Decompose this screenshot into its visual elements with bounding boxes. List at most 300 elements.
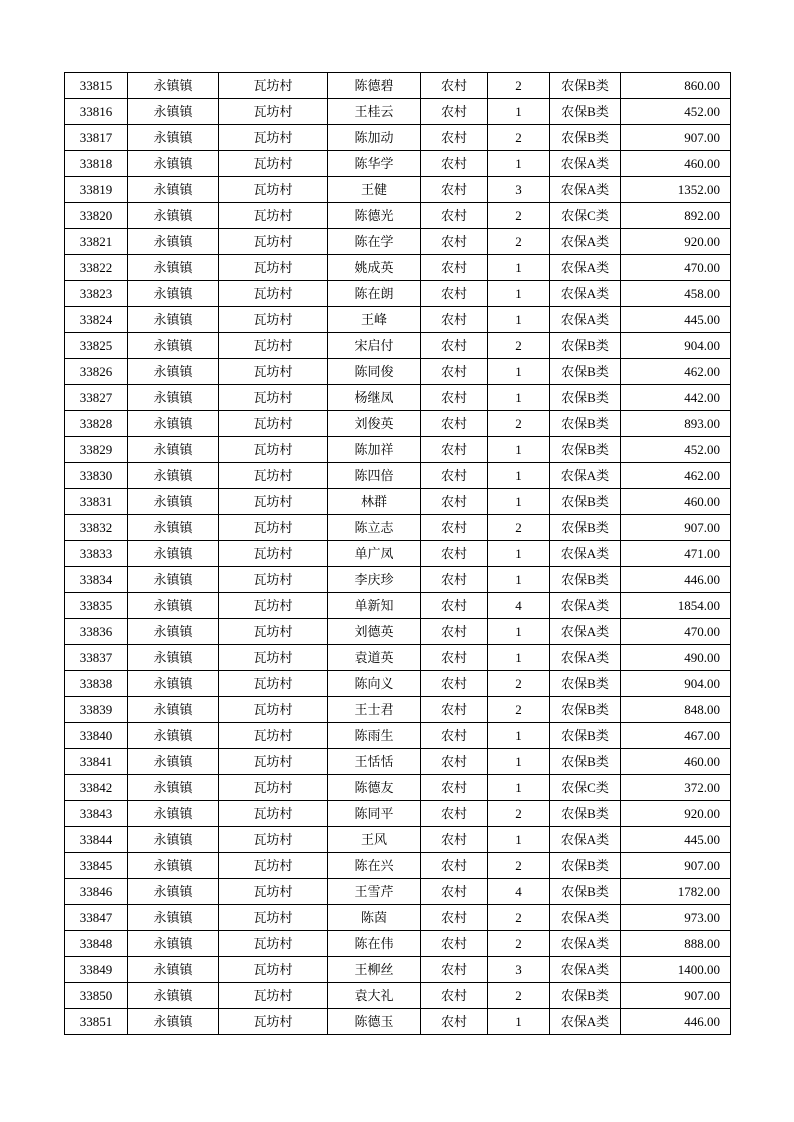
cell-id: 33827	[65, 385, 128, 411]
cell-name: 陈同平	[328, 801, 421, 827]
cell-town: 永镇镇	[128, 827, 219, 853]
cell-type: 农村	[421, 151, 488, 177]
cell-category: 农保B类	[550, 723, 621, 749]
cell-amount: 1854.00	[621, 593, 731, 619]
cell-town: 永镇镇	[128, 879, 219, 905]
cell-count: 1	[488, 281, 550, 307]
cell-type: 农村	[421, 645, 488, 671]
cell-amount: 460.00	[621, 489, 731, 515]
table-row	[65, 359, 731, 385]
table-row	[65, 151, 731, 177]
cell-id: 33819	[65, 177, 128, 203]
cell-count: 1	[488, 1009, 550, 1035]
cell-count: 2	[488, 801, 550, 827]
cell-id: 33837	[65, 645, 128, 671]
cell-category: 农保A类	[550, 619, 621, 645]
cell-category: 农保B类	[550, 333, 621, 359]
table-row	[65, 775, 731, 801]
cell-category: 农保B类	[550, 437, 621, 463]
cell-category: 农保A类	[550, 307, 621, 333]
cell-town: 永镇镇	[128, 229, 219, 255]
table-row	[65, 515, 731, 541]
cell-id: 33845	[65, 853, 128, 879]
cell-count: 1	[488, 151, 550, 177]
cell-amount: 445.00	[621, 827, 731, 853]
cell-town: 永镇镇	[128, 697, 219, 723]
table-row	[65, 619, 731, 645]
cell-amount: 470.00	[621, 255, 731, 281]
cell-name: 王柳丝	[328, 957, 421, 983]
table-row	[65, 203, 731, 229]
cell-count: 2	[488, 229, 550, 255]
cell-count: 1	[488, 619, 550, 645]
cell-id: 33826	[65, 359, 128, 385]
cell-name: 王风	[328, 827, 421, 853]
cell-village: 瓦坊村	[219, 775, 328, 801]
cell-category: 农保B类	[550, 853, 621, 879]
table-row	[65, 307, 731, 333]
cell-id: 33848	[65, 931, 128, 957]
cell-type: 农村	[421, 333, 488, 359]
cell-amount: 860.00	[621, 73, 731, 99]
cell-village: 瓦坊村	[219, 359, 328, 385]
cell-village: 瓦坊村	[219, 645, 328, 671]
cell-town: 永镇镇	[128, 515, 219, 541]
table-row	[65, 905, 731, 931]
cell-type: 农村	[421, 255, 488, 281]
cell-amount: 907.00	[621, 983, 731, 1009]
cell-name: 陈在朗	[328, 281, 421, 307]
cell-name: 李庆珍	[328, 567, 421, 593]
cell-id: 33839	[65, 697, 128, 723]
cell-amount: 1352.00	[621, 177, 731, 203]
cell-count: 1	[488, 99, 550, 125]
cell-town: 永镇镇	[128, 983, 219, 1009]
cell-type: 农村	[421, 879, 488, 905]
cell-id: 33833	[65, 541, 128, 567]
cell-count: 2	[488, 983, 550, 1009]
cell-category: 农保A类	[550, 905, 621, 931]
cell-town: 永镇镇	[128, 151, 219, 177]
cell-type: 农村	[421, 515, 488, 541]
cell-village: 瓦坊村	[219, 827, 328, 853]
cell-town: 永镇镇	[128, 307, 219, 333]
cell-amount: 471.00	[621, 541, 731, 567]
cell-town: 永镇镇	[128, 619, 219, 645]
cell-town: 永镇镇	[128, 281, 219, 307]
cell-village: 瓦坊村	[219, 333, 328, 359]
cell-village: 瓦坊村	[219, 255, 328, 281]
table-row	[65, 567, 731, 593]
cell-id: 33817	[65, 125, 128, 151]
cell-type: 农村	[421, 853, 488, 879]
table-row	[65, 827, 731, 853]
cell-category: 农保A类	[550, 645, 621, 671]
cell-count: 1	[488, 307, 550, 333]
cell-id: 33820	[65, 203, 128, 229]
cell-name: 陈德光	[328, 203, 421, 229]
cell-village: 瓦坊村	[219, 983, 328, 1009]
cell-amount: 446.00	[621, 1009, 731, 1035]
cell-name: 王桂云	[328, 99, 421, 125]
cell-category: 农保A类	[550, 1009, 621, 1035]
cell-name: 刘俊英	[328, 411, 421, 437]
cell-count: 2	[488, 931, 550, 957]
cell-id: 33840	[65, 723, 128, 749]
cell-count: 1	[488, 385, 550, 411]
cell-town: 永镇镇	[128, 593, 219, 619]
table-row	[65, 645, 731, 671]
cell-village: 瓦坊村	[219, 151, 328, 177]
cell-amount: 372.00	[621, 775, 731, 801]
cell-name: 王雪芹	[328, 879, 421, 905]
table-row	[65, 853, 731, 879]
cell-id: 33841	[65, 749, 128, 775]
cell-id: 33823	[65, 281, 128, 307]
cell-count: 1	[488, 567, 550, 593]
cell-type: 农村	[421, 463, 488, 489]
cell-count: 2	[488, 905, 550, 931]
cell-village: 瓦坊村	[219, 697, 328, 723]
cell-name: 陈向义	[328, 671, 421, 697]
table-row	[65, 671, 731, 697]
cell-count: 4	[488, 879, 550, 905]
cell-town: 永镇镇	[128, 99, 219, 125]
cell-town: 永镇镇	[128, 749, 219, 775]
cell-category: 农保B类	[550, 515, 621, 541]
cell-type: 农村	[421, 697, 488, 723]
cell-town: 永镇镇	[128, 177, 219, 203]
cell-village: 瓦坊村	[219, 541, 328, 567]
table-row	[65, 879, 731, 905]
cell-village: 瓦坊村	[219, 853, 328, 879]
cell-town: 永镇镇	[128, 671, 219, 697]
cell-name: 陈四倍	[328, 463, 421, 489]
cell-village: 瓦坊村	[219, 567, 328, 593]
cell-category: 农保C类	[550, 775, 621, 801]
cell-village: 瓦坊村	[219, 671, 328, 697]
cell-type: 农村	[421, 593, 488, 619]
cell-category: 农保A类	[550, 229, 621, 255]
cell-id: 33828	[65, 411, 128, 437]
cell-village: 瓦坊村	[219, 931, 328, 957]
cell-type: 农村	[421, 385, 488, 411]
cell-village: 瓦坊村	[219, 619, 328, 645]
cell-id: 33821	[65, 229, 128, 255]
cell-id: 33847	[65, 905, 128, 931]
cell-category: 农保A类	[550, 957, 621, 983]
cell-count: 3	[488, 957, 550, 983]
cell-name: 王峰	[328, 307, 421, 333]
cell-type: 农村	[421, 775, 488, 801]
cell-town: 永镇镇	[128, 73, 219, 99]
cell-category: 农保B类	[550, 879, 621, 905]
cell-category: 农保A类	[550, 177, 621, 203]
cell-name: 陈在伟	[328, 931, 421, 957]
cell-amount: 446.00	[621, 567, 731, 593]
cell-town: 永镇镇	[128, 723, 219, 749]
cell-category: 农保A类	[550, 255, 621, 281]
table-row	[65, 229, 731, 255]
cell-type: 农村	[421, 541, 488, 567]
cell-name: 王健	[328, 177, 421, 203]
cell-count: 2	[488, 697, 550, 723]
cell-count: 2	[488, 333, 550, 359]
cell-type: 农村	[421, 801, 488, 827]
cell-category: 农保A类	[550, 463, 621, 489]
cell-type: 农村	[421, 411, 488, 437]
cell-town: 永镇镇	[128, 775, 219, 801]
table-row	[65, 255, 731, 281]
cell-village: 瓦坊村	[219, 723, 328, 749]
cell-id: 33830	[65, 463, 128, 489]
table-row	[65, 489, 731, 515]
cell-count: 2	[488, 853, 550, 879]
table-row	[65, 801, 731, 827]
cell-amount: 452.00	[621, 437, 731, 463]
cell-village: 瓦坊村	[219, 515, 328, 541]
cell-id: 33832	[65, 515, 128, 541]
cell-id: 33815	[65, 73, 128, 99]
cell-name: 陈德友	[328, 775, 421, 801]
cell-amount: 462.00	[621, 359, 731, 385]
cell-type: 农村	[421, 931, 488, 957]
cell-town: 永镇镇	[128, 853, 219, 879]
cell-name: 陈在学	[328, 229, 421, 255]
cell-town: 永镇镇	[128, 411, 219, 437]
cell-town: 永镇镇	[128, 385, 219, 411]
cell-type: 农村	[421, 281, 488, 307]
cell-count: 1	[488, 827, 550, 853]
cell-type: 农村	[421, 437, 488, 463]
cell-town: 永镇镇	[128, 255, 219, 281]
cell-village: 瓦坊村	[219, 1009, 328, 1035]
cell-name: 刘德英	[328, 619, 421, 645]
cell-amount: 848.00	[621, 697, 731, 723]
cell-name: 陈雨生	[328, 723, 421, 749]
cell-count: 1	[488, 437, 550, 463]
cell-town: 永镇镇	[128, 801, 219, 827]
cell-town: 永镇镇	[128, 463, 219, 489]
cell-town: 永镇镇	[128, 359, 219, 385]
cell-type: 农村	[421, 203, 488, 229]
table-row	[65, 385, 731, 411]
cell-town: 永镇镇	[128, 957, 219, 983]
cell-town: 永镇镇	[128, 931, 219, 957]
cell-name: 宋启付	[328, 333, 421, 359]
cell-id: 33849	[65, 957, 128, 983]
cell-town: 永镇镇	[128, 541, 219, 567]
cell-amount: 470.00	[621, 619, 731, 645]
cell-category: 农保A类	[550, 151, 621, 177]
cell-id: 33843	[65, 801, 128, 827]
cell-category: 农保B类	[550, 671, 621, 697]
table-row	[65, 177, 731, 203]
cell-name: 王恬恬	[328, 749, 421, 775]
cell-town: 永镇镇	[128, 437, 219, 463]
cell-type: 农村	[421, 957, 488, 983]
table-row	[65, 125, 731, 151]
cell-count: 1	[488, 749, 550, 775]
cell-id: 33838	[65, 671, 128, 697]
cell-category: 农保B类	[550, 73, 621, 99]
cell-name: 袁道英	[328, 645, 421, 671]
cell-amount: 467.00	[621, 723, 731, 749]
cell-id: 33816	[65, 99, 128, 125]
cell-village: 瓦坊村	[219, 593, 328, 619]
cell-count: 2	[488, 73, 550, 99]
subsidy-table	[64, 72, 731, 1035]
cell-name: 陈在兴	[328, 853, 421, 879]
cell-amount: 920.00	[621, 229, 731, 255]
table-row	[65, 931, 731, 957]
cell-town: 永镇镇	[128, 333, 219, 359]
cell-type: 农村	[421, 489, 488, 515]
cell-count: 1	[488, 359, 550, 385]
cell-type: 农村	[421, 359, 488, 385]
cell-type: 农村	[421, 177, 488, 203]
cell-category: 农保B类	[550, 99, 621, 125]
cell-town: 永镇镇	[128, 905, 219, 931]
table-row	[65, 281, 731, 307]
cell-amount: 907.00	[621, 125, 731, 151]
cell-village: 瓦坊村	[219, 879, 328, 905]
cell-category: 农保A类	[550, 281, 621, 307]
cell-count: 3	[488, 177, 550, 203]
cell-category: 农保B类	[550, 125, 621, 151]
cell-id: 33844	[65, 827, 128, 853]
cell-amount: 893.00	[621, 411, 731, 437]
cell-village: 瓦坊村	[219, 749, 328, 775]
cell-category: 农保A类	[550, 931, 621, 957]
cell-category: 农保A类	[550, 593, 621, 619]
cell-type: 农村	[421, 73, 488, 99]
cell-type: 农村	[421, 983, 488, 1009]
cell-category: 农保B类	[550, 697, 621, 723]
cell-name: 袁大礼	[328, 983, 421, 1009]
cell-amount: 490.00	[621, 645, 731, 671]
cell-type: 农村	[421, 229, 488, 255]
cell-type: 农村	[421, 567, 488, 593]
cell-village: 瓦坊村	[219, 307, 328, 333]
cell-type: 农村	[421, 125, 488, 151]
cell-village: 瓦坊村	[219, 411, 328, 437]
cell-name: 杨继凤	[328, 385, 421, 411]
cell-name: 单新知	[328, 593, 421, 619]
cell-village: 瓦坊村	[219, 801, 328, 827]
cell-count: 1	[488, 463, 550, 489]
cell-category: 农保C类	[550, 203, 621, 229]
cell-village: 瓦坊村	[219, 489, 328, 515]
cell-name: 陈茵	[328, 905, 421, 931]
cell-id: 33831	[65, 489, 128, 515]
cell-town: 永镇镇	[128, 645, 219, 671]
table-row	[65, 723, 731, 749]
cell-name: 陈德碧	[328, 73, 421, 99]
cell-village: 瓦坊村	[219, 463, 328, 489]
table-row	[65, 749, 731, 775]
cell-town: 永镇镇	[128, 125, 219, 151]
table-row	[65, 99, 731, 125]
cell-count: 2	[488, 203, 550, 229]
table-row	[65, 333, 731, 359]
cell-count: 2	[488, 671, 550, 697]
cell-amount: 973.00	[621, 905, 731, 931]
cell-village: 瓦坊村	[219, 281, 328, 307]
cell-category: 农保B类	[550, 983, 621, 1009]
cell-village: 瓦坊村	[219, 385, 328, 411]
cell-name: 王士君	[328, 697, 421, 723]
table-row	[65, 1009, 731, 1035]
cell-village: 瓦坊村	[219, 73, 328, 99]
cell-id: 33822	[65, 255, 128, 281]
cell-category: 农保B类	[550, 749, 621, 775]
table-row	[65, 437, 731, 463]
cell-town: 永镇镇	[128, 567, 219, 593]
cell-id: 33829	[65, 437, 128, 463]
cell-type: 农村	[421, 307, 488, 333]
cell-category: 农保B类	[550, 411, 621, 437]
cell-type: 农村	[421, 99, 488, 125]
cell-name: 陈加祥	[328, 437, 421, 463]
cell-count: 2	[488, 515, 550, 541]
table-row	[65, 411, 731, 437]
cell-count: 1	[488, 645, 550, 671]
cell-name: 姚成英	[328, 255, 421, 281]
cell-id: 33824	[65, 307, 128, 333]
cell-count: 1	[488, 775, 550, 801]
cell-village: 瓦坊村	[219, 437, 328, 463]
cell-village: 瓦坊村	[219, 177, 328, 203]
cell-id: 33851	[65, 1009, 128, 1035]
cell-count: 1	[488, 255, 550, 281]
cell-id: 33835	[65, 593, 128, 619]
cell-type: 农村	[421, 671, 488, 697]
cell-count: 4	[488, 593, 550, 619]
cell-id: 33825	[65, 333, 128, 359]
cell-category: 农保B类	[550, 385, 621, 411]
cell-amount: 892.00	[621, 203, 731, 229]
cell-category: 农保A类	[550, 827, 621, 853]
cell-type: 农村	[421, 749, 488, 775]
cell-id: 33836	[65, 619, 128, 645]
cell-amount: 907.00	[621, 853, 731, 879]
cell-count: 2	[488, 411, 550, 437]
cell-amount: 462.00	[621, 463, 731, 489]
cell-count: 1	[488, 489, 550, 515]
table-row	[65, 957, 731, 983]
cell-name: 陈华学	[328, 151, 421, 177]
cell-amount: 907.00	[621, 515, 731, 541]
cell-category: 农保B类	[550, 801, 621, 827]
cell-id: 33850	[65, 983, 128, 1009]
cell-id: 33842	[65, 775, 128, 801]
cell-amount: 1400.00	[621, 957, 731, 983]
cell-type: 农村	[421, 619, 488, 645]
cell-amount: 460.00	[621, 749, 731, 775]
cell-village: 瓦坊村	[219, 99, 328, 125]
cell-amount: 442.00	[621, 385, 731, 411]
cell-category: 农保B类	[550, 567, 621, 593]
cell-amount: 452.00	[621, 99, 731, 125]
cell-name: 陈德玉	[328, 1009, 421, 1035]
table-row	[65, 697, 731, 723]
cell-amount: 904.00	[621, 671, 731, 697]
cell-amount: 458.00	[621, 281, 731, 307]
cell-name: 林群	[328, 489, 421, 515]
table-row	[65, 983, 731, 1009]
cell-amount: 920.00	[621, 801, 731, 827]
